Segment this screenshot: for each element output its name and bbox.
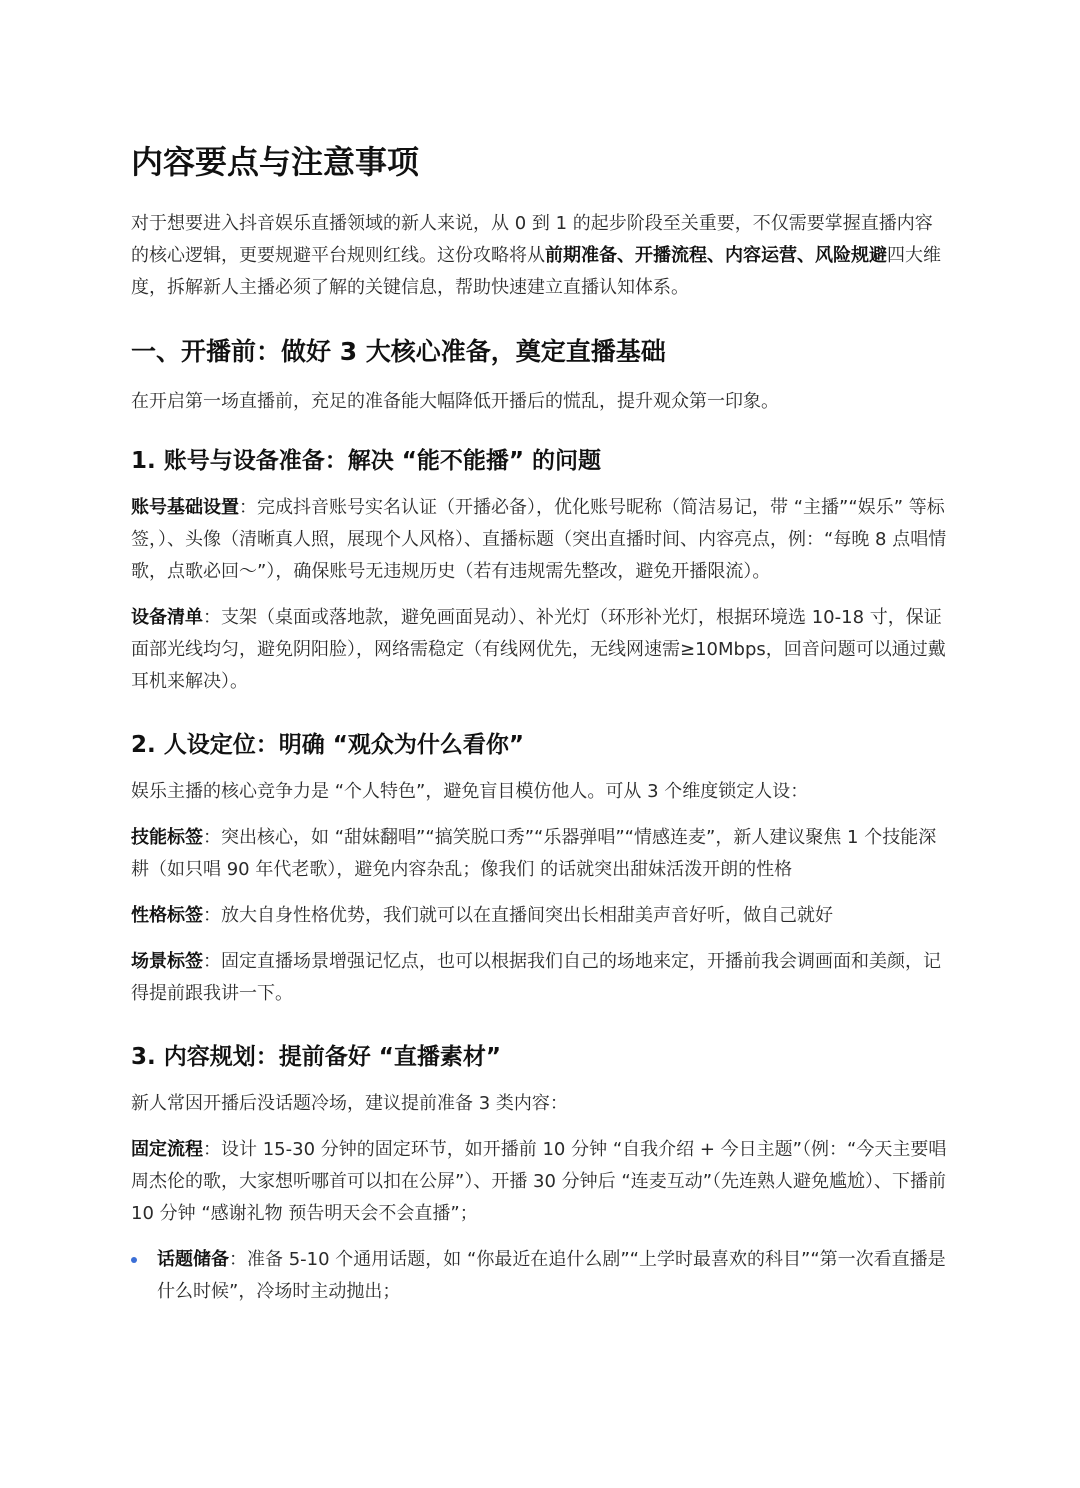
intro-text-2: 四大维度，拆解新人主播必须了解的关键信息，帮助快速建立直播认知体系。 [131,245,941,298]
bullet-dot-icon [131,1257,137,1263]
sub3-para-flow [131,1134,950,1230]
sub3-intro: 新人常因开播后没话题冷场，建议提前准备 3 类内容： [131,1093,568,1114]
sub2-intro: 娱乐主播的核心竞争力是 “个人特色”，避免盲目模仿他人。可从 3 个维度锁定人设： [131,781,809,802]
sub3-para-flow-text: ：设计 15-30 分钟的固定环节，如开播前 10 分钟 “自我介绍 + 今日主题”（例：“今天主要唱周杰伦的歌，大家想听哪首可以扣在公屏”）、开播 30 分钟后 “连麦互动”（先连熟人避免尴尬）、下播前 10 分钟 “感谢礼物 预告明天会不会直播”； [131,1139,947,1224]
sub2-para-personality [131,900,950,932]
sub2-heading: 2. 人设定位：明确 “观众为什么看你” [131,732,524,758]
sub2-para-skill [131,822,950,886]
sub2-para-skill-label: 技能标签 [131,827,203,848]
sub1-para-equipment-text: ：支架（桌面或落地款，避免画面晃动）、补光灯（环形补光灯，根据环境选 10-18 寸，保证面部光线均匀，避免阴阳脸），网络需稳定（有线网优先，无线网速需≥10Mbps，回音问题可以通过戴耳机来解决）。 [131,607,946,692]
sub3-para-flow-label: 固定流程 [131,1139,203,1160]
section1-heading: 一、开播前：做好 3 大核心准备，奠定直播基础 [131,337,666,366]
bullet-text: ：准备 5-10 个通用话题，如 “你最近在追什么剧”“上学时最喜欢的科目”“第一次看直播是什么时候”，冷场时主动抛出； [157,1249,946,1302]
bullet-label: 话题储备 [157,1249,229,1270]
sub1-heading: 1. 账号与设备准备：解决 “能不能播” 的问题 [131,448,601,474]
sub1-para-equipment-label: 设备清单 [131,607,203,628]
sub2-para-skill-text: ：突出核心，如 “甜妹翻唱”“搞笑脱口秀”“乐器弹唱”“情感连麦”，新人建议聚焦 1 个技能深耕（如只唱 90 年代老歌），避免内容杂乱；像我们 的话就突出甜妹活泼开朗的性格 [131,827,937,880]
sub2-para-scene [131,946,950,1010]
intro-text-1: 对于想要进入抖音娱乐直播领域的新人来说，从 0 到 1 的起步阶段至关重要，不仅需要掌握直播内容的核心逻辑，更要规避平台规则红线。这份攻略将从 [131,213,933,266]
sub2-para-personality-text: ：放大自身性格优势，我们就可以在直播间突出长相甜美声音好听，做自己就好 [203,905,833,926]
page-title: 内容要点与注意事项 [131,143,420,181]
list-item [131,1244,950,1308]
sub3-bullet-list [131,1244,950,1308]
sub2-para-scene-text: ：固定直播场景增强记忆点，也可以根据我们自己的场地来定，开播前我会调画面和美颜，记得提前跟我讲一下。 [131,951,941,1004]
sub1-para-account-label: 账号基础设置 [131,497,239,518]
sub1-para-account [131,492,950,588]
sub2-para-personality-label: 性格标签 [131,905,203,926]
sub1-para-equipment [131,602,950,698]
intro-bold: 前期准备、开播流程、内容运营、风险规避 [545,245,887,266]
intro-paragraph [131,208,950,304]
sub3-heading: 3. 内容规划：提前备好 “直播素材” [131,1044,501,1070]
section1-intro: 在开启第一场直播前，充足的准备能大幅降低开播后的慌乱，提升观众第一印象。 [131,391,779,412]
sub2-para-scene-label: 场景标签 [131,951,203,972]
sub1-para-account-text: ：完成抖音账号实名认证（开播必备），优化账号昵称（简洁易记，带 “主播”“娱乐” 等标签，）、头像（清晰真人照，展现个人风格）、直播标题（突出直播时间、内容亮点，例：“每晚 8 点唱情歌，点歌必回～”），确保账号无违规历史（若有违规需先整改，避免开播限流）。 [131,497,947,582]
